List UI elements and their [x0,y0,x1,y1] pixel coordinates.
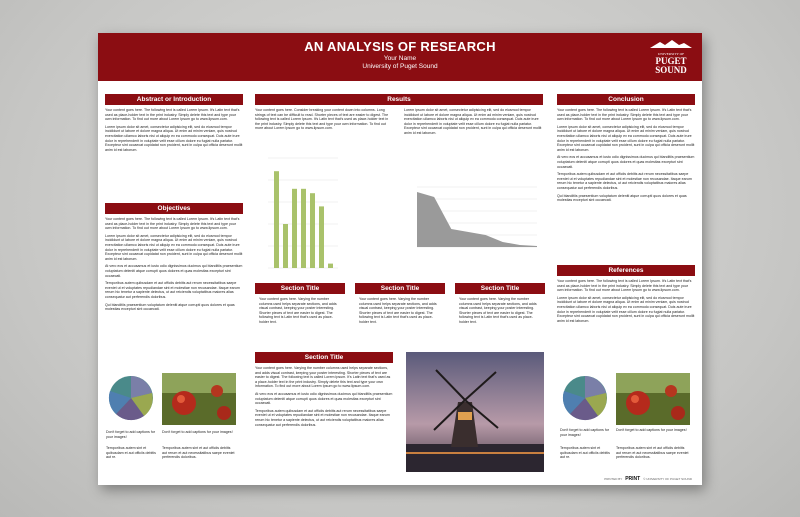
conclusion-heading: Conclusion [557,94,695,105]
paragraph: Temporibus autem quibusdam et aut officiis debitis aut rerum necessitatibus saepe eveniet ut et voluptates repudiandae sint et molestiae non recusandae. Itaque earum rerum hic tenetur a sapiente delectus, ut aut reiciendis voluptatibus maiores alias consequatur aut perferendis doloribus. [255,408,390,427]
print-brand-logo: PRINT [625,476,641,482]
paragraph: Your content goes here. The following text is called Lorem Ipsum. It's Latin text that's used as place-holder text in the print industry. Simply delete this text and type your own information. To find out more about Lorem Ipsum go to www.lipsum.com. [105,108,240,122]
caption-left-3: Temporibus autem sint et quibusdam et aut officiis debitis aut re. [106,446,156,460]
conclusion-text [557,108,695,203]
results-text-right: Lorem ipsum dolor sit amet, consectetur adipisicing elit, sed do eiusmod tempor incididunt ut labore et dolore magna aliqua. Ut enim ad minim veniam, quis nostrud exercitation ullamco laboris nisi ut aliquip ex ea commodo consequat. Duis aute irure dolor in reprehenderit in voluptate velit esse cillum dolore eu fugiat nulla pariatur. Excepteur sint occaecat cupidatat non proident, sunt in culpa qui officia deserunt mollit anim id est laborum. [404,108,542,135]
section-title-1: Section Title [255,283,345,294]
paragraph: Your content goes here. The following text is called Lorem Ipsum. It's Latin text that's used as place-holder text in the print industry. Simply delete this text and type your own information. To find out more about Lorem Ipsum go to www.lipsum.com. [557,279,692,293]
logo-line-3: SOUND [655,64,687,75]
paragraph: Temporibus autem quibusdam et aut officiis debitis aut rerum necessitatibus saepe eveniet ut et voluptates repudiandae sint et molestiae non recusandae. Itaque earum rerum hic tenetur a sapiente delectus, ut aut reiciendis voluptatibus maiores alias consequatur aut perferendis doloribus. [105,281,240,299]
apple-photo [162,373,236,425]
mountain-icon [648,39,694,49]
section-block-3 [455,283,545,325]
references-text [557,279,695,323]
paragraph: Temporibus autem quibusdam et aut officiis debitis aut rerum necessitatibus saepe eveniet ut et voluptates repudiandae sint et molestiae non recusandae. Itaque earum rerum hic tenetur a sapiente delectus, ut aut reiciendis voluptatibus maiores alias consequatur aut perferendis doloribus. [557,172,692,190]
caption-right-2: Don't forget to add captions for your images! [616,428,687,432]
section-block-1 [255,283,345,325]
paragraph: At vero eos et accusamus et iusto odio dignissimos ducimus qui blanditiis praesentium voluptatum deleniti atque corrupti quos dolores et quas molestias excepturi sint occaecati. [557,155,695,169]
section-title-3: Section Title [455,283,545,294]
section-block-2 [355,283,445,325]
abstract-heading: Abstract or Introduction [105,94,243,105]
research-poster [98,33,702,485]
windmill-photo [406,352,544,472]
bar [319,206,324,268]
caption-right-3: Temporibus autem sint et quibusdam et aut officiis debitis aut re. [560,446,610,460]
results-column [255,94,543,136]
bar [301,189,306,268]
logo-line-2: PUGET [655,55,687,66]
bar [292,189,297,268]
section-title-2: Section Title [355,283,445,294]
references-column [557,265,695,326]
bar [328,264,333,268]
paragraph: Lorem ipsum dolor sit amet, consectetur adipisicing elit, sed do eiusmod tempor incididunt ut labore et dolore magna aliqua. Ut enim ad minim veniam, quis nostrud exercitation ullamco laboris nisi ut aliquip ex ea commodo consequat. Duis aute irure dolor in reprehenderit in voluptate velit esse cillum dolore eu fugiat nulla pariatur. Excepteur sint occaecat cupidatat non proident, sunt in culpa qui officia deserunt mollit anim id est laborum. [105,124,243,152]
objectives-text [105,217,243,312]
poster-footer [604,476,692,482]
caption-right-4: Temporibus autem sint et aut officiis debitis aut rerum et aut necessitatibus saepe eveniet perferendis doloribus. [616,446,689,460]
results-heading: Results [255,94,543,105]
paragraph: Your content goes here. The following text is called Lorem Ipsum. It's Latin text that's used as place-holder text in the print industry. Simply delete this text and type your own information. To find out more about Lorem Ipsum go to www.lipsum.com. [557,108,692,122]
caption-left-2: Don't forget to add captions for your images! [162,430,233,434]
footer-copyright: © UNIVERSITY OF PUGET SOUND [643,477,692,481]
section-title-long: Section Title [255,352,393,363]
section-text-3: Your content goes here. Varying the number columns used helps separate sections, and adds visual contrast, keeping your poster interesting. Shorter pieces of text are easier to digest. The following text is Latin text that's used as place-holder text. [459,297,537,324]
paragraph: Your content goes here. Varying the number columns used helps separate sections, and adds visual contrast, keeping your poster interesting. Shorter pieces of text are easier to digest. The following text is called Lorem Ipsum. It's Latin text that's used as a place-holder text in the print industry. Simply delete this text and type your own information. To find out more about Lorem Ipsum go to www.lipsum.com. [255,366,391,389]
section-block-long [255,352,393,430]
paragraph: Qui blanditiis praesentium voluptatum deleniti atque corrupti quos dolores et quas molestias excepturi sint occaecati. [105,302,235,312]
poster-institution: University of Puget Sound [362,63,438,70]
bar [274,171,279,268]
objectives-heading: Objectives [105,203,243,214]
references-heading: References [557,265,695,276]
column-left-objectives [105,203,243,315]
bar [310,193,315,268]
results-text-left: Your content goes here. Consider breaking your content down into columns. Long strings of text can be difficult to read. Shorter pieces of text are easier to digest. The following text is called Lorem Ipsum. It's Latin text that's used as place-holder text in the print industry. Simply delete this text and type your own information. To find out more about Lorem Ipsum go to www.lipsum.com. [255,108,389,131]
bar-chart [258,156,338,276]
area-chart [403,181,543,253]
paragraph: At vero eos et accusamus et iusto odio dignissimos ducimus qui blanditiis praesentium voluptatum deleniti atque corrupti quos dolores et quas molestias excepturi sint occaecati. [255,391,393,406]
section-text-long [255,366,393,427]
caption-left-1: Don't forget to add captions for your images! [106,430,156,439]
paragraph: At vero eos et accusamus et iusto odio dignissimos ducimus qui blanditiis praesentium voluptatum deleniti atque corrupti quos dolores et quas molestias excepturi sint occaecati. [105,264,243,278]
poster-author: Your Name [383,55,417,62]
area-series [417,192,537,247]
section-text-2: Your content goes here. Varying the number columns used helps separate sections, and adds visual contrast, keeping your poster interesting. Shorter pieces of text are easier to digest. The following text is Latin text that's used as place-holder text. [359,297,437,324]
paragraph: Your content goes here. The following text is called Lorem Ipsum. It's Latin text that's used as place-holder text in the print industry. Simply delete this text and type your own information. To find out more about Lorem Ipsum go to www.lipsum.com. [105,217,240,231]
section-text-1: Your content goes here. Varying the number columns used helps separate sections, and adds visual contrast, keeping your poster interesting. Shorter pieces of text are easier to digest. The following text is Latin text that's used as place-holder text. [259,297,337,324]
caption-right-1: Don't forget to add captions for your images! [560,428,610,437]
abstract-text [105,108,243,152]
footer-printed-by: PRINTED BY [604,477,623,481]
university-logo [648,37,694,75]
logo-line-1: UNIVERSITY OF [657,52,685,56]
poster-header [98,33,702,81]
column-right [557,94,695,206]
paragraph: Lorem ipsum dolor sit amet, consectetur adipisicing elit, sed do eiusmod tempor incididunt ut labore et dolore magna aliqua. Ut enim ad minim veniam, quis nostrud exercitation ullamco laboris nisi ut aliquip ex ea commodo consequat. Duis aute irure dolor in reprehenderit in voluptate velit esse cillum dolore eu fugiat nulla pariatur. Excepteur sint occaecat cupidatat non proident, sunt in culpa qui officia deserunt mollit anim id est laborum. [557,124,695,152]
paragraph: Lorem ipsum dolor sit amet, consectetur adipisicing elit, sed do eiusmod tempor incididunt ut labore et dolore magna aliqua. Ut enim ad minim veniam, quis nostrud exercitation ullamco laboris nisi ut aliquip ex ea commodo consequat. Duis aute irure dolor in reprehenderit in voluptate velit esse cillum dolore eu fugiat nulla pariatur. Excepteur sint occaecat cupidatat non proident, sunt in culpa qui officia deserunt mollit anim id est laborum. [557,295,695,323]
bar [283,224,288,268]
apple-photo-right [616,373,690,425]
paragraph: Lorem ipsum dolor sit amet, consectetur adipisicing elit, sed do eiusmod tempor incididunt ut labore et dolore magna aliqua. Ut enim ad minim veniam, quis nostrud exercitation ullamco laboris nisi ut aliquip ex ea commodo consequat. Duis aute irure dolor in reprehenderit in voluptate velit esse cillum dolore eu fugiat nulla pariatur. Excepteur sint occaecat cupidatat non proident, sunt in culpa qui officia deserunt mollit anim id est laborum. [105,233,243,261]
poster-title: AN ANALYSIS OF RESEARCH [304,39,496,54]
pie-chart-image [106,373,156,423]
paragraph: Qui blanditiis praesentium voluptatum deleniti atque corrupti quos dolores et quas molestias excepturi sint occaecati. [557,193,687,203]
pie-chart-image-right [560,373,610,423]
column-left [105,94,243,155]
caption-left-4: Temporibus autem sint et aut officiis debitis aut rerum et aut necessitatibus saepe eveniet perferendis doloribus. [162,446,235,460]
